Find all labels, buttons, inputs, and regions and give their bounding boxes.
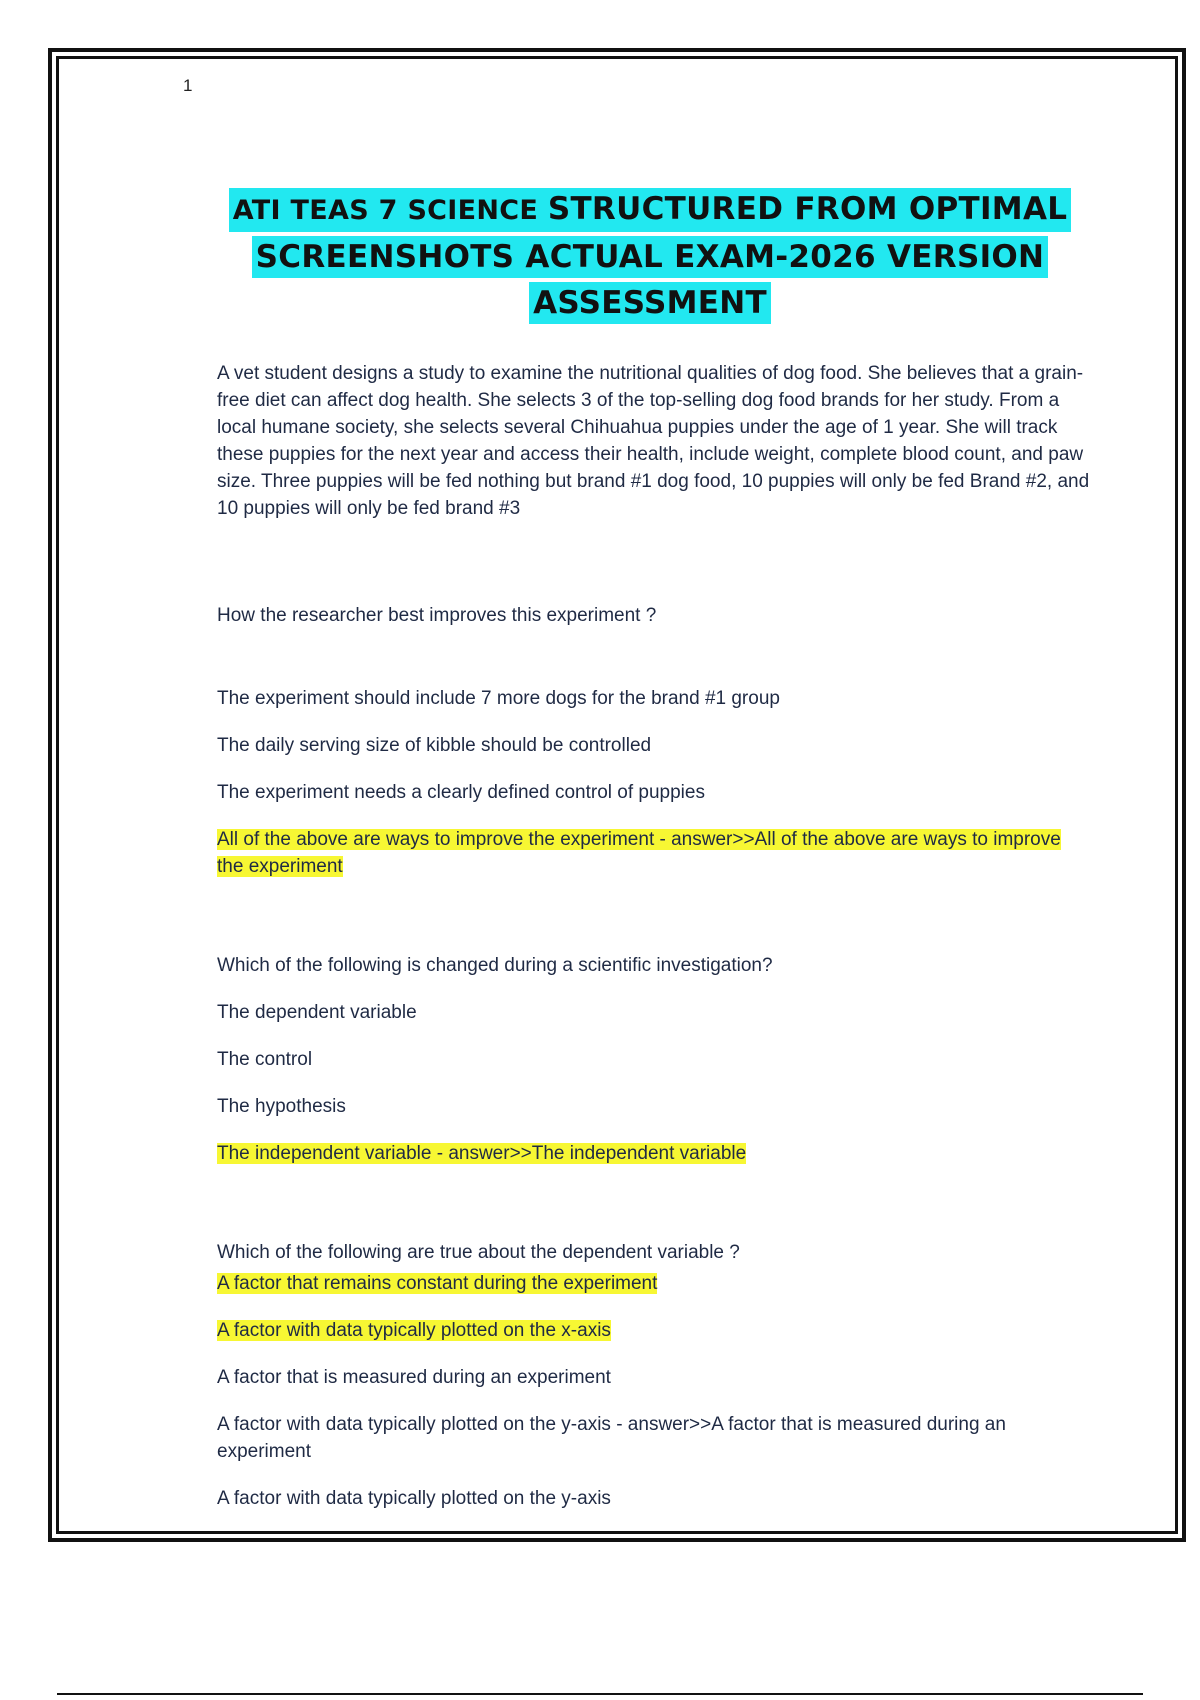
document-title xyxy=(200,186,1100,326)
document-body xyxy=(217,360,1092,1532)
question-1-option: The daily serving size of kibble should be controlled xyxy=(217,735,652,756)
question-1-option: The experiment needs a clearly defined control of puppies xyxy=(217,782,705,803)
title-prefix: ATI TEAS 7 SCIENCE xyxy=(232,195,548,226)
question-3-option xyxy=(217,1317,1092,1344)
bottom-divider xyxy=(57,1693,1143,1695)
question-1-answer xyxy=(217,826,1092,880)
page-number: 1 xyxy=(183,76,193,95)
question-2-text: Which of the following is changed during a scientific investigation? xyxy=(217,955,773,976)
question-2-answer xyxy=(217,1140,1092,1167)
passage-text: A vet student designs a study to examine the nutritional qualities of dog food. She believes that a grain-free diet can affect dog health. She selects 3 of the top-selling dog food brands for her study. From a local humane society, she selects several Chihuahua puppies under the age of 1 year. She will track these puppies for the next year and access their health, include weight, complete blood count, and paw size. Three puppies will be fed nothing but brand #1 dog food, 10 puppies will only be fed Brand #2, and 10 puppies will only be fed brand #3 xyxy=(217,363,1090,519)
question-3 xyxy=(217,1239,1092,1512)
question-1-option: The experiment should include 7 more dogs for the brand #1 group xyxy=(217,688,780,709)
question-3-answer: A factor with data typically plotted on the y-axis - answer>>A factor that is measured during an experiment xyxy=(217,1414,1006,1462)
answer-highlight: All of the above are ways to improve the experiment - answer>>All of the above are ways to improve the experiment xyxy=(217,829,1061,877)
question-1-text: How the researcher best improves this experiment ? xyxy=(217,605,657,626)
title-main: STRUCTURED FROM OPTIMAL xyxy=(547,191,1068,227)
question-2-option: The dependent variable xyxy=(217,1002,417,1023)
question-2-option: The hypothesis xyxy=(217,1096,346,1117)
question-1 xyxy=(217,602,1092,880)
question-2 xyxy=(217,952,1092,1167)
question-3-text: Which of the following are true about the dependent variable ? xyxy=(217,1242,740,1263)
title-line-2: SCREENSHOTS ACTUAL EXAM-2026 VERSION xyxy=(252,236,1049,278)
option-highlight: A factor that remains constant during the experiment xyxy=(217,1273,658,1294)
answer-highlight: The independent variable - answer>>The independent variable xyxy=(217,1143,747,1164)
question-2-option: The control xyxy=(217,1049,313,1070)
question-3-option: A factor that is measured during an experiment xyxy=(217,1367,611,1388)
option-highlight: A factor with data typically plotted on the x-axis xyxy=(217,1320,611,1341)
title-line-3: ASSESSMENT xyxy=(529,282,771,324)
question-3-option xyxy=(217,1270,1092,1297)
question-3-option: A factor with data typically plotted on the y-axis xyxy=(217,1488,611,1509)
title-line-1 xyxy=(229,188,1072,232)
